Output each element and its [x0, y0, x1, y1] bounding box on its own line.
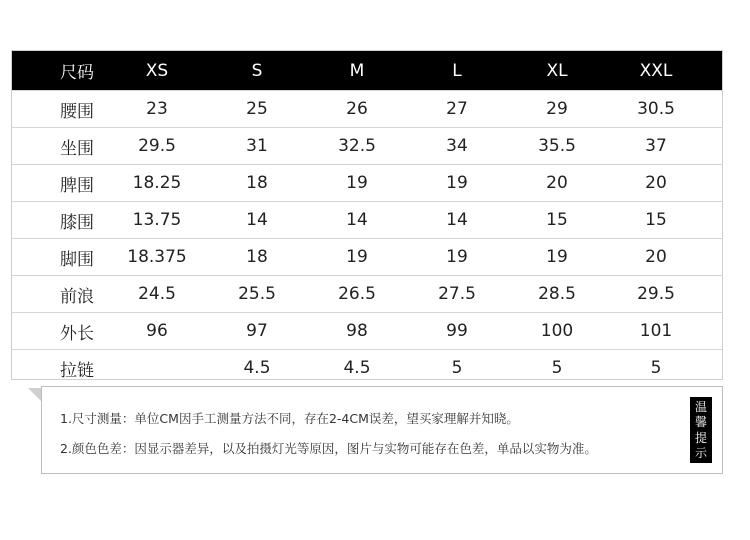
- table-cell: 18: [246, 247, 268, 267]
- table-cell: 5: [650, 358, 662, 378]
- table-cell: 27.5: [438, 284, 476, 304]
- row-label: 外长: [60, 323, 94, 344]
- table-cell: 29.5: [637, 284, 675, 304]
- table-cell: 31: [246, 136, 268, 156]
- table-cell: 19: [446, 247, 468, 267]
- notice-color-text: 2.颜色色差：因显示器差异，以及拍摄灯光等原因，图片与实物可能存在色差，单品以实物为准。: [60, 441, 597, 456]
- table-cell: 25: [246, 99, 268, 119]
- table-cell: 30.5: [637, 99, 675, 119]
- table-cell: 20: [645, 173, 667, 193]
- table-cell: 14: [246, 210, 268, 230]
- table-cell: 23: [146, 99, 168, 119]
- table-cell: 5: [551, 358, 563, 378]
- table-cell: 26: [346, 99, 368, 119]
- header-cell: S: [251, 60, 263, 81]
- table-cell: 96: [146, 321, 168, 341]
- notice-badge: [690, 397, 712, 463]
- badge-char: 温: [694, 399, 707, 414]
- row-label: 腰围: [60, 101, 94, 122]
- table-cell: 14: [446, 210, 468, 230]
- row-label: 前浪: [60, 286, 94, 307]
- table-cell: 19: [546, 247, 568, 267]
- table-cell: 20: [546, 173, 568, 193]
- row-label: 膝围: [60, 212, 94, 233]
- table-row: [12, 349, 722, 386]
- table-cell: 97: [246, 321, 268, 341]
- table-cell: 13.75: [132, 210, 182, 230]
- badge-char: 提: [694, 430, 707, 445]
- table-row: [12, 90, 722, 127]
- table-row: [12, 312, 722, 349]
- header-cell: XS: [145, 60, 169, 81]
- table-cell: 4.5: [243, 358, 271, 378]
- header-cell: XXL: [639, 60, 673, 81]
- table-cell: 28.5: [538, 284, 576, 304]
- table-cell: 20: [645, 247, 667, 267]
- table-cell: 19: [346, 173, 368, 193]
- table-cell: 15: [645, 210, 667, 230]
- table-cell: 99: [446, 321, 468, 341]
- row-label: 拉链: [60, 360, 94, 381]
- table-cell: 29: [546, 99, 568, 119]
- notice-corner-decoration: [28, 388, 42, 402]
- table-cell: 5: [451, 358, 463, 378]
- table-cell: 29.5: [138, 136, 176, 156]
- notice-measurement-text: 1.尺寸测量：单位CM因手工测量方法不同，存在2-4CM误差，望买家理解并知晓。: [60, 411, 519, 426]
- badge-char: 示: [694, 446, 707, 461]
- table-cell: 101: [639, 321, 673, 341]
- header-cell: XL: [546, 60, 568, 81]
- badge-char: 馨: [694, 415, 707, 430]
- table-cell: 24.5: [138, 284, 176, 304]
- size-chart-table: [11, 50, 723, 380]
- table-header-row: [12, 51, 722, 90]
- row-label: 脾围: [60, 175, 94, 196]
- table-cell: 15: [546, 210, 568, 230]
- table-cell: 25.5: [238, 284, 276, 304]
- table-row: [12, 275, 722, 312]
- table-cell: 14: [346, 210, 368, 230]
- table-cell: 37: [645, 136, 667, 156]
- table-cell: 18.375: [127, 247, 187, 267]
- table-cell: 34: [446, 136, 468, 156]
- header-cell: M: [349, 60, 365, 81]
- table-cell: 26.5: [338, 284, 376, 304]
- table-cell: 18: [246, 173, 268, 193]
- row-label: 脚围: [60, 249, 94, 270]
- table-cell: 27: [446, 99, 468, 119]
- table-cell: 19: [446, 173, 468, 193]
- table-cell: 18.25: [132, 173, 182, 193]
- table-row: [12, 238, 722, 275]
- table-cell: 100: [540, 321, 574, 341]
- row-label: 坐围: [60, 138, 94, 159]
- table-cell: 32.5: [338, 136, 376, 156]
- table-cell: 98: [346, 321, 368, 341]
- table-cell: 19: [346, 247, 368, 267]
- header-cell: L: [452, 60, 462, 81]
- table-row: [12, 164, 722, 201]
- table-cell: 35.5: [538, 136, 576, 156]
- table-row: [12, 127, 722, 164]
- table-cell: 4.5: [343, 358, 371, 378]
- notice-box: [41, 386, 723, 474]
- header-cell: 尺码: [60, 63, 94, 83]
- table-row: [12, 201, 722, 238]
